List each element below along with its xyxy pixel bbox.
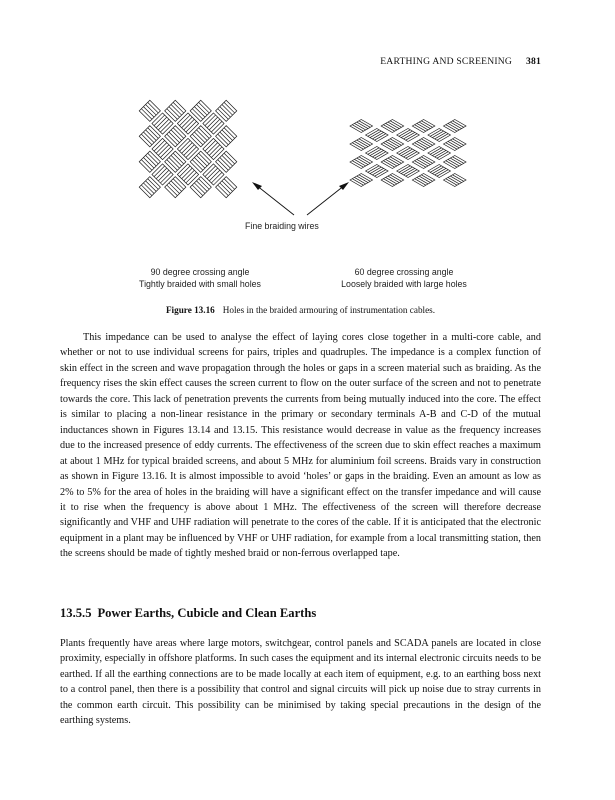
braid-cell bbox=[350, 120, 373, 133]
section-heading bbox=[60, 606, 541, 621]
body-paragraph: Plants frequently have areas where large motors, switchgear, control panels and SCADA panels are located in close proximity, especially in offshore platforms. In such cases the equipment and its internal electronic circuits needs to be earthed. If all the earthing connections are to be made locally at each item of equipment, e.g. to an earthing boss next to a control panel, then there is a possibility that control and signal circuits will pick up noise due to stray currents in the common earth circuit. This possibility can be minimised by taking special precautions in the design of the earthing systems. bbox=[60, 638, 541, 727]
body-paragraph: This impedance can be used to analyse the effect of laying cores close together in a multi-core cable, and whether or not to use individual screens for pairs, triples and quadruples. The impedance is a complex function of skin effect in the screen and wave propagation through the holes or gaps in a screen material such as braiding. As the frequency rises the skin effect causes the screen current to flow on the outer surface of the screen and not to penetrate towards the core. This lack of penetration prevents the currents from being mutually induced into the core. The effect is similar to placing a non-linear resistance in the primary or secondary terminals A-B and C-D of the mutual inductances shown in Figures 13.14 and 13.15. This resistance would decrease in value as the frequency increases due to the increased presence of eddy currents. The effectiveness of the screen due to skin effect reaches a maximum at about 1 MHz for typical braided screens, and about 5 MHz for aluminium foil screens. Braids vary in construction as shown in Figure 13.16. It is almost impossible to avoid ‘holes’ or gaps in the braiding. Even an amount as low as 2% to 5% for the area of holes in the braiding will have a significant effect on the transfer impedance and will cause it to rise when the frequency is above about 1 MHz. The effectiveness of the screen will therefore decrease significantly and VHF and UHF radiation will penetrate to the cores of the cable. If it is anticipated that the electronic equipment in a plant may be influenced by VHF or UHF radiation, for example from a local transmitting station, then the screens should be made of tightly meshed braid or non-ferrous overlapped tape. bbox=[60, 332, 541, 560]
braid-cell bbox=[350, 156, 373, 169]
braid-cell bbox=[428, 129, 451, 142]
braid-cell bbox=[366, 129, 389, 142]
braid-cell bbox=[366, 165, 389, 178]
braid-cell bbox=[444, 138, 467, 151]
braid-cell bbox=[428, 147, 451, 160]
loose-braid-label bbox=[294, 267, 514, 290]
loose-braid-description: Loosely braided with large holes bbox=[341, 278, 467, 289]
braid-cell bbox=[381, 156, 404, 169]
braid-cell bbox=[350, 174, 373, 187]
braid-cell bbox=[412, 138, 435, 151]
tight-braid-angle: 90 degree crossing angle bbox=[150, 267, 250, 277]
page-number: 381 bbox=[526, 56, 541, 67]
braid-cell bbox=[412, 120, 435, 133]
braid-cell bbox=[350, 138, 373, 151]
pointer-arrow-left bbox=[252, 182, 294, 215]
braid-cell bbox=[397, 129, 420, 142]
running-header bbox=[60, 56, 541, 67]
tight-braid-drawing bbox=[139, 100, 237, 198]
braid-cell bbox=[444, 120, 467, 133]
figure-caption bbox=[60, 305, 541, 315]
braid-cell bbox=[444, 174, 467, 187]
fine-braiding-wires-label: Fine braiding wires bbox=[245, 221, 319, 231]
section-number: 13.5.5 bbox=[60, 606, 92, 620]
pointer-arrow-right bbox=[307, 182, 349, 215]
braid-cell bbox=[381, 120, 404, 133]
running-title: EARTHING AND SCREENING bbox=[380, 56, 512, 67]
braid-cell bbox=[428, 165, 451, 178]
braid-cell bbox=[412, 174, 435, 187]
figure-caption-text: Holes in the braided armouring of instrumentation cables. bbox=[222, 305, 436, 315]
braid-cell bbox=[366, 147, 389, 160]
tight-braid-description: Tightly braided with small holes bbox=[139, 278, 261, 289]
braid-figure bbox=[60, 78, 541, 328]
braid-cell bbox=[381, 174, 404, 187]
braid-cell bbox=[381, 138, 404, 151]
braid-cell bbox=[412, 156, 435, 169]
loose-braid-drawing bbox=[350, 120, 466, 187]
section-title: Power Earths, Cubicle and Clean Earths bbox=[97, 606, 317, 620]
tight-braid-label bbox=[90, 267, 310, 290]
figure-number: Figure 13.16 bbox=[165, 305, 215, 315]
loose-braid-angle: 60 degree crossing angle bbox=[354, 267, 454, 277]
braid-cell bbox=[444, 156, 467, 169]
braid-cell bbox=[397, 147, 420, 160]
braid-cell bbox=[397, 165, 420, 178]
